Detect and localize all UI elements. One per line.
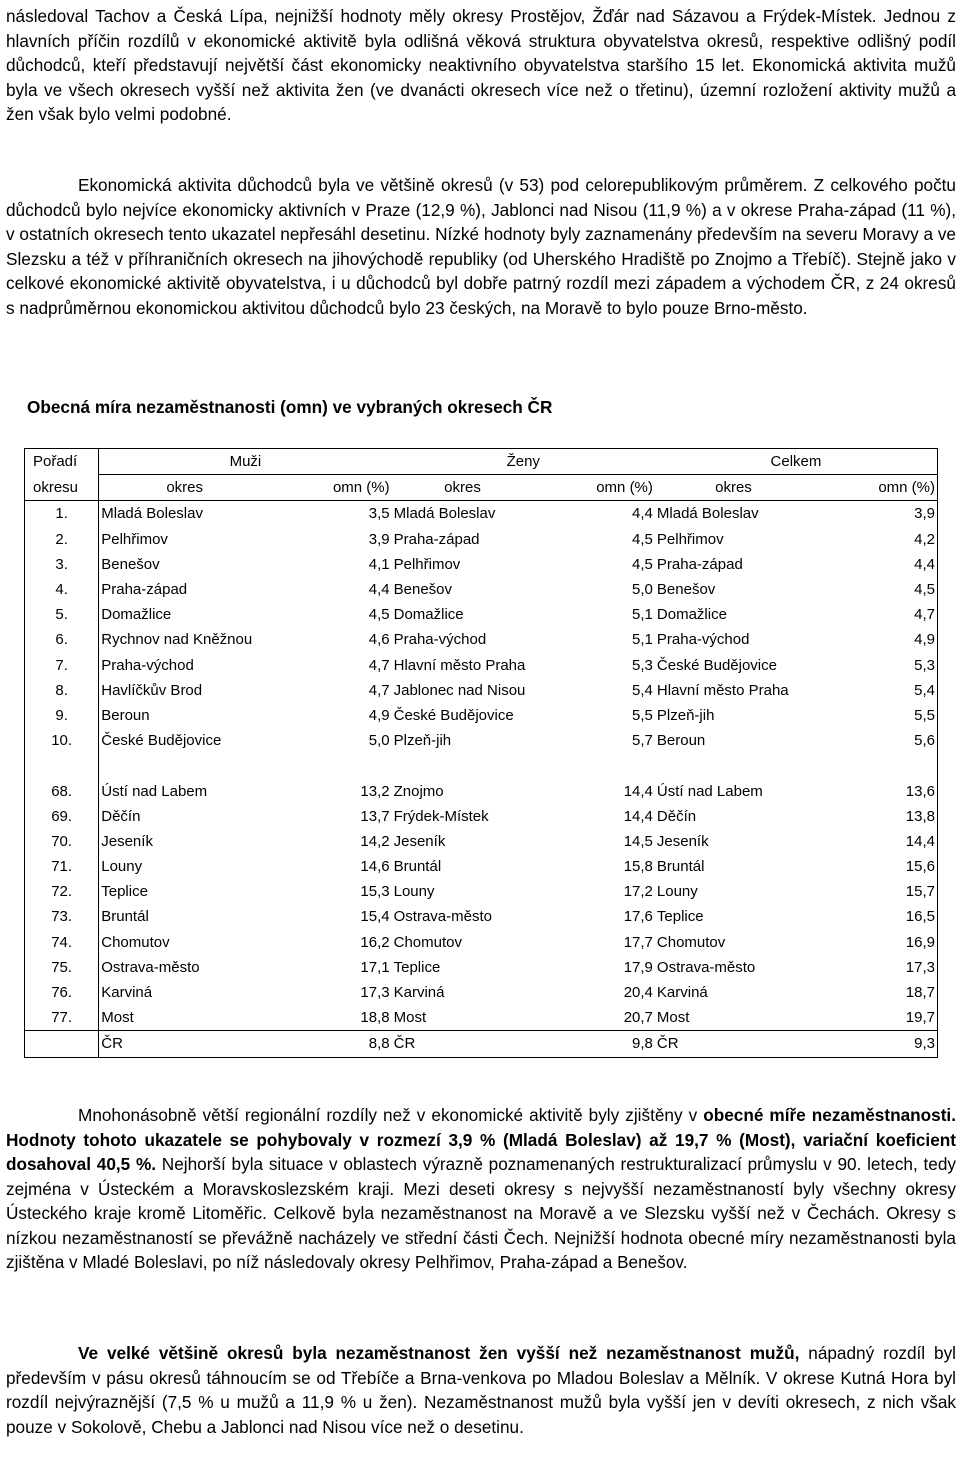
cell-women-omn: 14,4 [623,782,653,800]
cell-men-omn: 3,5 [368,505,390,523]
paragraph-economic-activity: následoval Tachov a Česká Lípa, nejnižší hodnoty měly okresy Prostějov, Žďár nad Sázavou a Frýdek-Místek. Jednou z hlavních příčin rozdílů v ekonomické aktivitě byla odlišná věková struktura obyvatelstva okresů, respektive odlišný podíl důchodců, kteří představují největší část ekonomicky neaktivního obyvatelstva staršího 15 let. Ekonomická aktivita mužů byla ve všech okresech vyšší než aktivita žen (ve dvanácti okresech více než o třetinu), územní rozložení aktivity mužů a žen však bylo velmi podobné. [6,6,956,124]
cell-rank: 4. [25,577,99,602]
cell-men-omn: 4,7 [368,681,390,699]
table-row [25,1031,938,1057]
women-unemployment-bold: Ve velké většině okresů byla nezaměstnanost žen vyšší než nezaměstnanost mužů, [78,1343,800,1363]
table-row [25,829,938,854]
cell-women-district: Karviná [393,984,445,1002]
cell-women-district: Chomutov [393,933,462,951]
sub-header-women-omn: omn (%) [533,475,655,501]
spacer-cell [99,753,270,778]
cell-men-district: Jeseník [101,832,153,850]
spacer-cell [270,753,392,778]
cell-men-omn: 4,6 [368,631,390,649]
unemployment-table [24,448,938,1058]
cell-total-omn: 15,6 [812,854,937,879]
sub-header-total-district: okres [655,475,812,501]
cell-rank: 71. [25,854,99,879]
cell-rank [25,1031,99,1057]
group-header-women: Ženy [392,449,655,475]
cell-men-district: Pelhřimov [101,530,168,548]
cell-women-district: Domažlice [393,606,464,624]
cell-men-district: Beroun [101,706,150,724]
cell-men-omn: 3,9 [368,530,390,548]
cell-men-omn: 4,4 [368,581,390,599]
cell-rank: 2. [25,527,99,552]
cell-total-omn: 4,4 [812,552,937,577]
cell-men-district: Most [101,1009,134,1027]
spacer-cell [655,753,812,778]
cell-total-district: Děčín [656,807,697,825]
cell-women-district: Bruntál [393,858,442,876]
cell-women-omn: 17,7 [623,933,653,951]
spacer-cell [25,753,99,778]
cell-rank: 73. [25,904,99,929]
cell-women-omn: 17,9 [623,958,653,976]
cell-total-district: Teplice [656,908,704,926]
cell-women-omn: 5,4 [632,681,653,699]
cell-total-omn: 5,3 [812,653,937,678]
cell-rank: 77. [25,1005,99,1031]
table-row [25,501,938,527]
cell-women-omn: 4,4 [632,505,653,523]
cell-rank: 70. [25,829,99,854]
sub-header-women-district: okres [392,475,534,501]
cell-total-district: Praha-východ [656,631,750,649]
cell-total-district: Louny [656,883,698,901]
cell-rank: 9. [25,703,99,728]
table-header-row-2 [25,475,938,501]
cell-rank: 7. [25,653,99,678]
cell-women-district: Jablonec nad Nisou [393,681,526,699]
cell-total-omn: 16,5 [812,904,937,929]
table-title: Obecná míra nezaměstnanosti (omn) ve vybraných okresech ČR [27,397,553,417]
paragraph-women-unemployment [6,1341,956,1439]
cell-total-district: Bruntál [656,858,705,876]
cell-women-omn: 5,1 [632,631,653,649]
group-header-men: Muži [99,449,392,475]
cell-men-district: Praha-východ [101,656,194,674]
cell-men-omn: 4,5 [368,606,390,624]
cell-women-omn: 17,2 [623,883,653,901]
cell-rank: 6. [25,627,99,652]
cell-total-omn: 13,6 [812,778,937,803]
spacer-cell [533,753,655,778]
cell-total-district: České Budějovice [656,656,777,674]
cell-men-omn: 13,2 [360,782,390,800]
cell-women-district: Ostrava-město [393,908,492,926]
cell-total-district: Most [656,1009,690,1027]
cell-men-omn: 15,3 [360,883,390,901]
cell-men-district: Bruntál [101,908,149,926]
cell-total-district: ČR [655,1031,812,1057]
unemployment-text-a: Mnohonásobně větší regionální rozdíly než v ekonomické aktivitě byly zjištěny v [78,1105,704,1125]
cell-men-district: Domažlice [101,606,172,624]
table-row [25,653,938,678]
table-row [25,904,938,929]
cell-total-district: Ústí nad Labem [656,782,763,800]
table-row [25,552,938,577]
cell-men-omn: 4,1 [368,555,390,573]
cell-men-district: České Budějovice [101,732,222,750]
cell-women-district: Frýdek-Místek [393,807,489,825]
cell-total-district: Ostrava-město [656,958,756,976]
table-row [25,778,938,803]
cell-total-district: Mladá Boleslav [656,505,759,523]
table-row [25,1005,938,1031]
cell-total-omn: 4,7 [812,602,937,627]
cell-total-omn: 13,8 [812,804,937,829]
cell-total-omn: 5,4 [812,678,937,703]
sub-header-total-omn: omn (%) [812,475,937,501]
cell-total-district: Domažlice [656,606,727,624]
cell-total-omn: 4,2 [812,527,937,552]
unemployment-text-c: Nejhorší byla situace v oblastech výrazně poznamenaných restrukturalizací průmyslu v 90. letech, tedy zejména v Ústeckém a Moravskoslezském kraji. Mezi deseti okresy s nejvyšší nezaměstnaností byly všechny okresy Ústeckého kraje kromě Litoměřic. Celkově byla nezaměstnanost na Moravě a ve Slezsku vyšší než v Čechách. Okresy s nízkou nezaměstnaností se převážně nacházely ve střední části Čech. Nejnižší hodnota obecné míry nezaměstnanosti byla zjištěna v Mladé Boleslavi, po níž následovaly okresy Pelhřimov, Praha-západ a Benešov. [6,1154,956,1272]
cell-men-omn: 17,1 [360,958,390,976]
cell-men-district: Mladá Boleslav [101,505,203,523]
cell-rank: 75. [25,955,99,980]
cell-total-omn: 14,4 [812,829,937,854]
cell-women-omn: 5,0 [632,581,653,599]
table-row [25,980,938,1005]
cell-women-district: Znojmo [393,782,444,800]
cell-total-district: Benešov [656,581,716,599]
cell-total-district: Karviná [656,984,708,1002]
cell-women-omn: 5,3 [632,656,653,674]
table-row [25,602,938,627]
cell-women-district: Mladá Boleslav [393,505,496,523]
cell-rank: 3. [25,552,99,577]
cell-men-omn: 4,7 [368,656,390,674]
cell-men-district: Ostrava-město [101,958,200,976]
sub-header-men-district: okres [99,475,270,501]
table-row [25,854,938,879]
cell-women-district: Praha-východ [393,631,487,649]
table-row [25,678,938,703]
cell-women-omn: 5,5 [632,706,653,724]
cell-men-omn: 17,3 [360,984,390,1002]
cell-men-district: Louny [101,858,143,876]
cell-total-omn: 4,5 [812,577,937,602]
cell-total-district: Pelhřimov [656,530,724,548]
cell-women-omn: 20,4 [623,984,653,1002]
cell-total-omn: 5,6 [812,728,937,753]
table-row [25,879,938,904]
cell-men-district: Děčín [101,807,141,825]
table-row [25,955,938,980]
spacer-cell [392,753,534,778]
cell-men-district: Praha-západ [101,581,188,599]
cell-women-omn: 14,4 [623,807,653,825]
table-row [25,804,938,829]
cell-total-omn: 18,7 [812,980,937,1005]
cell-men-district: Teplice [101,883,148,901]
cell-total-district: Beroun [656,732,706,750]
cell-women-district: Most [393,1009,427,1027]
cell-men-district: Havlíčkův Brod [101,681,203,699]
rank-header: Pořadí [25,449,99,475]
cell-rank: 5. [25,602,99,627]
cell-total-omn: 9,3 [812,1031,937,1057]
cell-women-district: Jeseník [393,832,446,850]
table-row [25,930,938,955]
cell-men-omn: 13,7 [360,807,390,825]
cell-rank: 8. [25,678,99,703]
cell-men-omn: 5,0 [368,732,390,750]
cell-total-district: Jeseník [656,832,709,850]
cell-women-omn: 9,8 [533,1031,655,1057]
cell-rank: 1. [25,501,99,527]
rank-header-2: okresu [25,475,99,501]
cell-total-omn: 3,9 [812,501,937,527]
cell-rank: 69. [25,804,99,829]
cell-men-district: Benešov [101,555,160,573]
table-row [25,627,938,652]
cell-women-omn: 4,5 [632,555,653,573]
table-header-row-1 [25,449,938,475]
cell-total-district: Praha-západ [656,555,743,573]
spacer-cell [812,753,937,778]
cell-men-omn: 16,2 [360,933,390,951]
cell-total-omn: 16,9 [812,930,937,955]
cell-women-district: České Budějovice [393,706,514,724]
cell-total-omn: 19,7 [812,1005,937,1031]
cell-women-district: Teplice [393,958,441,976]
cell-rank: 10. [25,728,99,753]
cell-women-district: Pelhřimov [393,555,461,573]
cell-women-omn: 4,5 [632,530,653,548]
table-row [25,527,938,552]
cell-women-omn: 15,8 [623,858,653,876]
table-spacer-row [25,753,938,778]
group-header-total: Celkem [655,449,938,475]
cell-total-omn: 15,7 [812,879,937,904]
cell-rank: 74. [25,930,99,955]
cell-men-district: ČR [99,1031,270,1057]
cell-men-district: Karviná [101,984,153,1002]
cell-men-omn: 4,9 [368,706,390,724]
cell-rank: 68. [25,778,99,803]
paragraph-pensioners-activity: Ekonomická aktivita důchodců byla ve většině okresů (v 53) pod celorepublikovým průměrem. Z celkového počtu důchodců bylo nejvíce ekonomicky aktivních v Praze (12,9 %), Jablonci nad Nisou (11,9 %) a v okrese Praha-západ (11 %), v ostatních okresech tento ukazatel nepřesáhl desetinu. Nízké hodnoty byly zaznamenány především na severu Moravy a ve Slezsku a též v příhraničních okresech na jihovýchodě republiky (od Uherského Hradiště po Znojmo a Třebíč). Stejně jako v celkové ekonomické aktivitě obyvatelstva, i u důchodců byl dobře patrný rozdíl mezi západem a východem ČR, z 24 okresů s nadprůměrnou ekonomickou aktivitou důchodců bylo 23 českých, na Moravě to bylo pouze Brno-město. [6,175,956,318]
cell-women-district: Louny [393,883,435,901]
cell-rank: 72. [25,879,99,904]
cell-women-omn: 5,1 [632,606,653,624]
cell-women-omn: 17,6 [623,908,653,926]
cell-men-omn: 8,8 [270,1031,392,1057]
paragraph-unemployment [6,1103,956,1275]
cell-total-district: Hlavní město Praha [656,681,789,699]
sub-header-men-omn: omn (%) [270,475,392,501]
cell-men-omn: 18,8 [360,1009,390,1027]
cell-men-district: Rychnov nad Kněžnou [101,631,253,649]
cell-total-district: Plzeň-jih [656,706,715,724]
cell-women-omn: 5,7 [632,732,653,750]
women-unemployment-text: nápadný rozdíl byl především v pásu okresů táhnoucím se od Třebíče a Brna-venkova po Mladou Boleslav a Mělník. V okrese Kutná Hora byl rozdíl nejvýraznější (7,5 % u mužů a 11,9 % u žen). Nezaměstnanost mužů byla vyšší jen v devíti okresech, z nich však pouze v Sokolově, Chebu a Jablonci nad Nisou více než o desetinu. [6,1343,956,1437]
cell-total-omn: 5,5 [812,703,937,728]
table-row [25,728,938,753]
cell-men-omn: 15,4 [360,908,390,926]
cell-men-omn: 14,2 [360,832,390,850]
cell-total-district: Chomutov [656,933,726,951]
cell-women-district: Hlavní město Praha [393,656,526,674]
cell-women-district: Plzeň-jih [393,732,452,750]
table-row [25,703,938,728]
table-row [25,577,938,602]
cell-total-omn: 17,3 [812,955,937,980]
cell-women-omn: 20,7 [623,1009,653,1027]
cell-women-district: Benešov [393,581,452,599]
cell-men-district: Ústí nad Labem [101,782,208,800]
cell-women-district: Praha-západ [393,530,480,548]
cell-total-omn: 4,9 [812,627,937,652]
unemployment-text-bold: obecné míře nezaměstnanosti. Hodnoty tohoto ukazatele se pohybovaly v rozmezí 3,9 % (Mladá Boleslav) až 19,7 % (Most), variační koeficient dosahoval 40,5 %. [6,1105,956,1174]
cell-rank: 76. [25,980,99,1005]
cell-women-district: ČR [392,1031,534,1057]
cell-men-omn: 14,6 [360,858,390,876]
cell-men-district: Chomutov [101,933,170,951]
cell-women-omn: 14,5 [623,832,653,850]
